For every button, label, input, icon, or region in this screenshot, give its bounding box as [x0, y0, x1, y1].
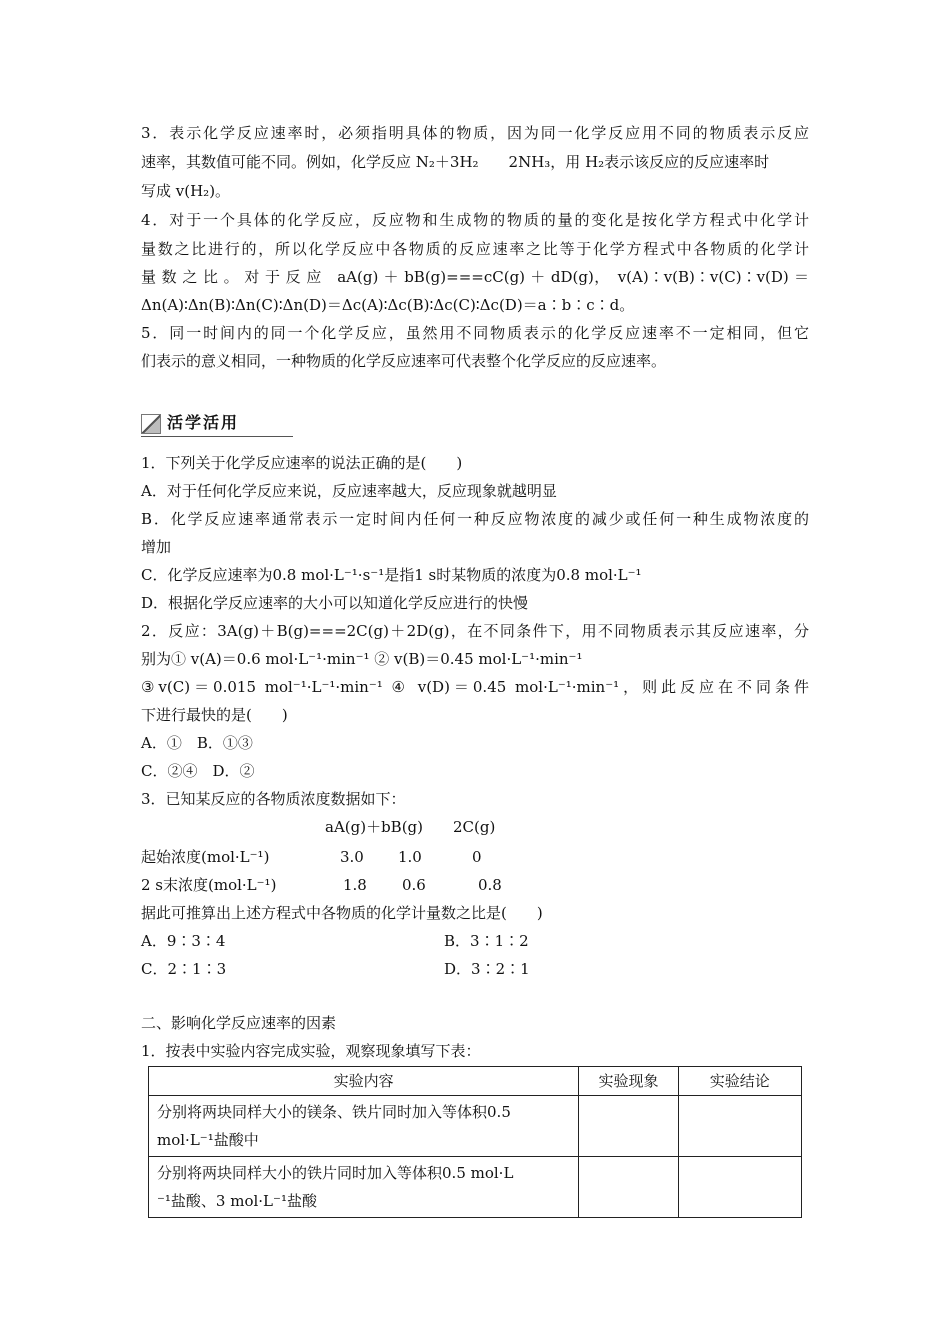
intro-line: 5．同一时间内的同一个化学反应，虽然用不同物质表示的化学反应速率不一定相同，但它 — [141, 324, 809, 342]
cell-line: 分别将两块同样大小的镁条、铁片同时加入等体积0.5 — [157, 1103, 511, 1121]
conc-value: 1.8 — [343, 876, 367, 894]
phenomenon-cell — [579, 1157, 678, 1218]
practice-line: 2．反应：3A(g)＋B(g)===2C(g)＋2D(g)，在不同条件下，用不同物质表示其反应速率，分 — [141, 622, 809, 640]
intro-line: 写成 v(H₂)。 — [141, 182, 231, 200]
practice-line: 3．已知某反应的各物质浓度数据如下： — [141, 790, 406, 808]
intro-line: 速率，其数值可能不同。例如，化学反应 N₂＋3H₂ 2NH₃，用 H₂表示该反应的反应速率时 — [141, 153, 770, 171]
table-header-cell: 实验现象 — [579, 1067, 678, 1096]
conc-value: 0.8 — [478, 876, 502, 894]
table-header-row — [149, 1067, 802, 1096]
practice-line: ③v(C)＝0.015 mol⁻¹·L⁻¹·min⁻¹ ④ v(D)＝0.45 mol·L⁻¹·min⁻¹，则此反应在不同条件 — [141, 678, 809, 696]
table-header-cell: 实验内容 — [149, 1067, 579, 1096]
cell-line: 分别将两块同样大小的铁片同时加入等体积0.5 mol·L — [157, 1164, 514, 1182]
practice-line: 据此可推算出上述方程式中各物质的化学计量数之比是( ) — [141, 904, 543, 922]
practice-line: D．根据化学反应速率的大小可以知道化学反应进行的快慢 — [141, 594, 529, 612]
cell-line: mol·L⁻¹盐酸中 — [157, 1131, 259, 1149]
practice-line: 别为① v(A)＝0.6 mol·L⁻¹·min⁻¹ ② v(B)＝0.45 mol·L⁻¹·min⁻¹ — [141, 650, 583, 668]
practice-option-line: A．① B．①③ — [141, 734, 253, 752]
intro-line: 们表示的意义相同，一种物质的化学反应速率可代表整个化学反应的反应速率。 — [141, 352, 667, 370]
experiment-content-cell — [149, 1157, 579, 1218]
practice-line: B．化学反应速率通常表示一定时间内任何一种反应物浓度的减少或任何一种生成物浓度的 — [141, 510, 809, 528]
part2-intro: 1．按表中实验内容完成实验，观察现象填写下表： — [141, 1042, 481, 1060]
intro-line: 量 数 之 比 。 对 于 反 应 aA(g) ＋ bB(g)===cC(g) ＋ dD(g)， v(A)∶v(B)∶v(C)∶v(D) ＝ — [141, 268, 809, 286]
answer-option: B．3∶1∶2 — [444, 932, 529, 950]
conc-value: 0.6 — [402, 876, 426, 894]
conc-row-label: 2 s末浓度(mol·L⁻¹) — [141, 876, 277, 894]
experiment-table — [148, 1066, 802, 1218]
table-row — [149, 1096, 802, 1157]
experiment-content-cell — [149, 1096, 579, 1157]
section-marker-icon — [141, 414, 161, 434]
practice-option-line: C．②④ D．② — [141, 762, 255, 780]
conclusion-cell — [678, 1157, 801, 1218]
answer-option: C．2∶1∶3 — [141, 960, 227, 978]
intro-line: 3．表示化学反应速率时，必须指明具体的物质，因为同一化学反应用不同的物质表示反应 — [141, 124, 809, 142]
section-title: 活学活用 — [167, 413, 240, 432]
answer-option: A．9∶3∶4 — [141, 932, 226, 950]
conclusion-cell — [678, 1096, 801, 1157]
practice-line: 增加 — [141, 538, 172, 556]
intro-line: 4．对于一个具体的化学反应，反应物和生成物的物质的量的变化是按化学方程式中化学计 — [141, 211, 809, 229]
reaction-equation: aA(g)＋bB(g) 2C(g) — [325, 818, 496, 836]
table-header-cell: 实验结论 — [678, 1067, 801, 1096]
conc-value: 3.0 — [340, 848, 364, 866]
cell-line: ⁻¹盐酸、3 mol·L⁻¹盐酸 — [157, 1192, 317, 1210]
practice-line: C．化学反应速率为0.8 mol·L⁻¹·s⁻¹是指1 s时某物质的浓度为0.8 mol·L⁻¹ — [141, 566, 642, 584]
practice-line: 1．下列关于化学反应速率的说法正确的是( ) — [141, 454, 463, 472]
section-underline — [141, 436, 293, 437]
practice-line: 下进行最快的是( ) — [141, 706, 288, 724]
intro-line: Δn(A)∶Δn(B)∶Δn(C)∶Δn(D)＝Δc(A)∶Δc(B)∶Δc(C)∶Δc(D)＝a∶b∶c∶d。 — [141, 296, 635, 314]
conc-value: 0 — [472, 848, 482, 866]
practice-line: A．对于任何化学反应来说，反应速率越大，反应现象就越明显 — [141, 482, 557, 500]
phenomenon-cell — [579, 1096, 678, 1157]
conc-value: 1.0 — [398, 848, 422, 866]
conc-row-label: 起始浓度(mol·L⁻¹) — [141, 848, 270, 866]
part2-heading: 二、影响化学反应速率的因素 — [141, 1014, 337, 1032]
intro-line: 量数之比进行的，所以化学反应中各物质的反应速率之比等于化学方程式中各物质的化学计 — [141, 240, 809, 258]
table-row — [149, 1157, 802, 1218]
answer-option: D．3∶2∶1 — [444, 960, 530, 978]
section-header — [141, 412, 293, 438]
